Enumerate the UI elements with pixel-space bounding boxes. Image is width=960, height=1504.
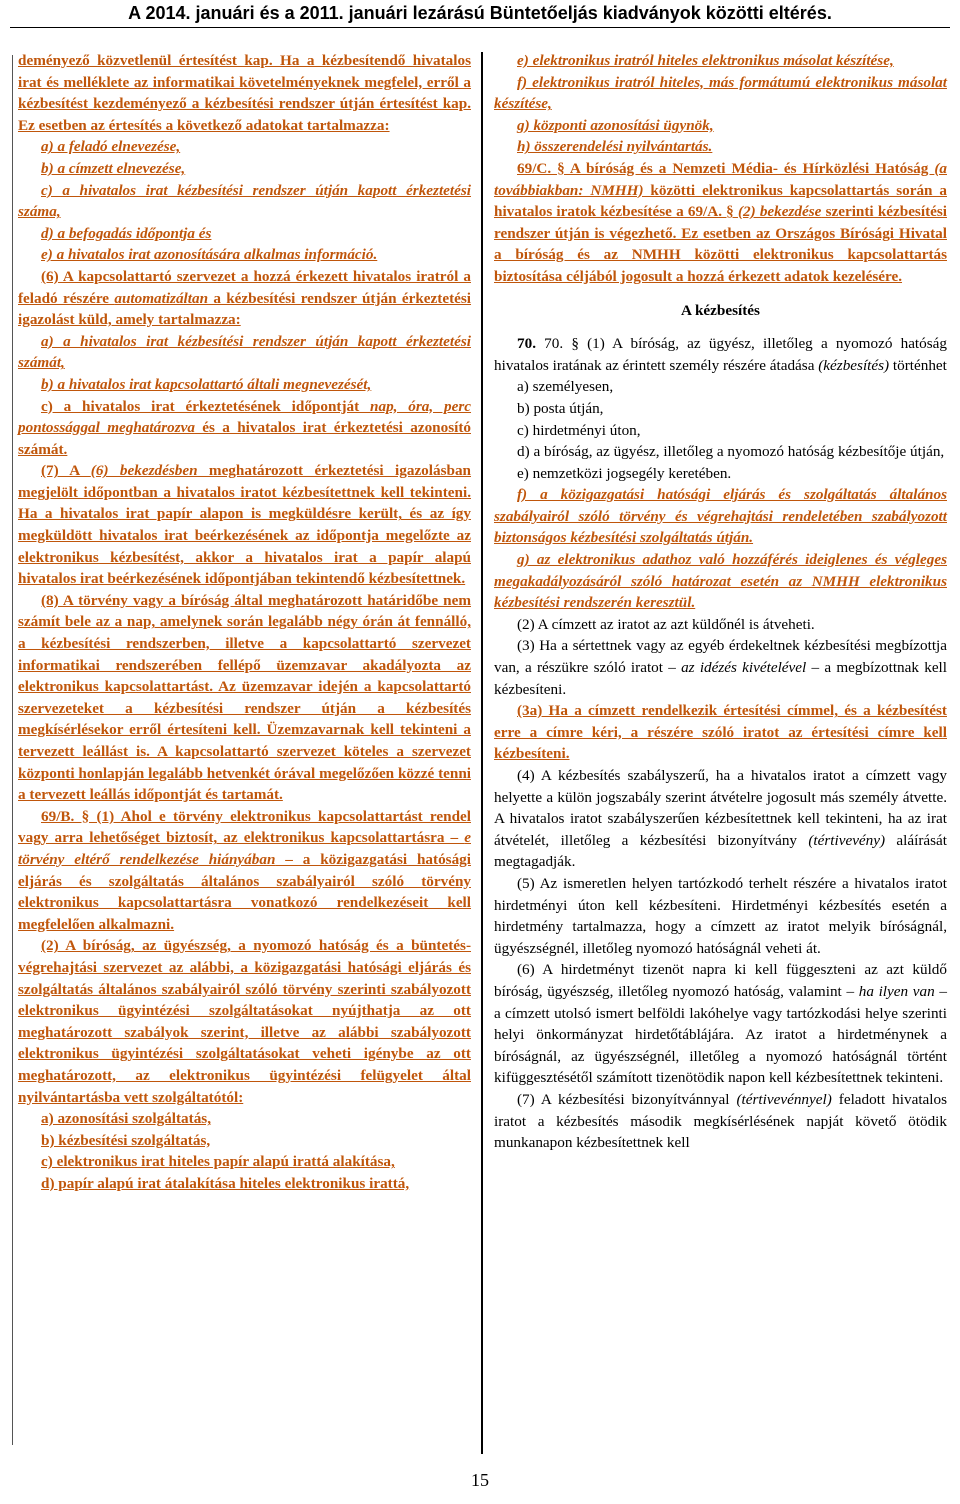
paragraph: deményező közvetlenül értesítést kap. Ha a kézbesítendő hivatalos irat és melléklete az informatikai követelményeknek megfelel, erről a kézbesítést kezdeményező a kézbesítési rendszer útján értesítést kap. Ez esetben az értesítés a következő adatokat tartalmazza:: [18, 52, 471, 134]
list-item: a) a feladó elnevezése,: [41, 138, 181, 156]
list-item: a) a hivatalos irat kézbesítési rendszer útján kapott érkeztetési számát,: [18, 332, 471, 372]
list-item: g) az elektronikus adathoz való hozzáférés ideiglenes és végleges megakadályozásáról szóló határozat esetén az NMHH elektronikus kézbesítési rendszerén keresztül.: [494, 551, 947, 612]
header-divider: [10, 27, 950, 28]
left-margin-rule: [12, 55, 13, 1445]
list-item: c) hirdetményi úton,: [517, 421, 641, 439]
left-column: [18, 50, 471, 1194]
list-item: b) a címzett elnevezése,: [41, 159, 186, 177]
list-item: e) a hivatalos irat azonosítására alkalmas információ.: [41, 246, 378, 264]
right-column: [494, 50, 947, 1154]
paragraph: (3a) Ha a címzett rendelkezik értesítési címmel, és a kézbesítést erre a címre kéri, a részére szóló iratot az értesítési címre kell kézbesíteni.: [494, 702, 947, 763]
page-header: A 2014. januári és a 2011. januári lezárású Büntetőeljás kiadványok közötti eltérés.: [128, 3, 832, 23]
paragraph: (2) A bíróság, az ügyészség, a nyomozó hatóság és a büntetés-végrehajtási szervezet az alábbi, a közigazgatási hatósági eljárás és szolgáltatás általános szabályairól szóló törvény szerinti szabályozott elektronikus ügyintézési szolgáltatásokat nyújthatja az ott meghatározott szabályok szerint, illetve az alábbi szabályozott elektronikus ügyintézési szolgáltatásokat veheti igénybe az ott meghatározott, az elektronikus ügyintézési felügyelet által nyilvántartásba vett szolgáltatótól:: [18, 937, 471, 1106]
list-item: b) a hivatalos irat kapcsolattartó általi megnevezését,: [41, 375, 372, 393]
paragraph: (3) Ha a sértettnek vagy az egyéb érdekeltnek kézbesítési megbízottja van, a részükre szóló iratot – az idézés kivételével – a megbízottnak kell kézbesíteni.: [494, 637, 947, 698]
list-item: b) kézbesítési szolgáltatás,: [41, 1131, 211, 1149]
list-item: c) a hivatalos irat kézbesítési rendszer útján kapott érkeztetési száma,: [18, 181, 471, 221]
list-item: d) a befogadás időpontja és: [41, 224, 212, 242]
paragraph: (2) A címzett az iratot az azt küldőnél is átveheti.: [517, 615, 815, 633]
paragraph: (8) A törvény vagy a bíróság által meghatározott határidőbe nem számít bele az a nap, amelynek során legalább négy órán át fennálló, a kézbesítési rendszerben, illetve a kapcsolattartó szervezet informatikai rendszerében fellépő üzemzavar akadályozta az elektronikus kapcsolattartást. Az üzemzavar idején a kapcsolattartó szervezeteket a kézbesítési rendszer útján a kézbesítés megkísérlésekor erről értesíteni kell. Üzemzavarnak kell tekinteni a tervezett leállást is. A kapcsolattartó szervezet köteles a szervezet központi honlapján legalább hetvenkét órával megelőzően közzé tenni a tervezett leállás időpontját és tartamát.: [18, 591, 471, 804]
paragraph: (5) Az ismeretlen helyen tartózkodó terhelt részére a hivatalos iratot hirdetményi úton kell kézbesíteni. Hirdetményi kézbesítés esetén a hirdetmény tartalmazza, hogy a címzett az iratot melyik bíróságnál, ügyészségnél, illetőleg nyomozó hatóságnál veheti át.: [494, 874, 947, 957]
list-item: h) összerendelési nyilvántartás.: [517, 138, 713, 156]
paragraph: (4) A kézbesítés szabályszerű, ha a hivatalos iratot a címzett vagy helyette a külön jogszabály szerint átvételre jogosult más személy átvette. A hivatalos iratot szabályszerűen kézbesítettnek kell tekinteni, ha az irat átvételét, illetőleg a kézbesítési bizonyítvány (tértivevény) aláírását megtagadják.: [494, 767, 948, 871]
paragraph: (6) A kapcsolattartó szervezet a hozzá érkezett hivatalos iratról a feladó részére automatizáltan a kézbesítési rendszer útján érkeztetési igazolást küld, amely tartalmazza:: [18, 267, 472, 329]
spacer: [494, 288, 947, 300]
paragraph: 69/C. § A bíróság és a Nemzeti Média- és Hírközlési Hatóság (a továbbiakban: NMHH) közötti elektronikus kapcsolattartás során a hivatalos iratok kézbesítése a 69/A. § (2) bekezdése szerinti kézbesítési rendszer útján is végezhető. Ez esetben az Országos Bírósági Hivatal a bíróság és az NMHH közötti elektronikus kapcsolattartás biztosítása céljából jogosult a hozzá érkezett adatok kezelésére.: [494, 159, 947, 285]
list-item: e) elektronikus iratról hiteles elektronikus másolat készítése,: [517, 52, 894, 69]
list-item: e) nemzetközi jogsegély keretében.: [517, 464, 732, 482]
list-item: f) a közigazgatási hatósági eljárás és szolgáltatás általános szabályairól szóló törvény és végrehajtási rendeletében szabályozott biztonságos kézbesítési szolgáltatás útján.: [494, 486, 947, 547]
list-item: d) a bíróság, az ügyész, illetőleg a nyomozó hatóság kézbesítője útján,: [517, 443, 945, 461]
column-divider: [481, 52, 483, 1454]
list-item: g) központi azonosítási ügynök,: [517, 116, 714, 134]
section-heading: A kézbesítés: [681, 301, 760, 319]
list-item: d) papír alapú irat átalakítása hiteles elektronikus irattá,: [41, 1174, 410, 1192]
list-item: f) elektronikus iratról hiteles, más formátumú elektronikus másolat készítése,: [494, 73, 947, 113]
paragraph: (7) A (6) bekezdésben meghatározott érkeztetési igazolásban megjelölt időpontban a hivatalos iratot kézbesítettnek kell tekinteni. Ha a hivatalos irat papír alapon is megküldésre került, és az így megküldött hivatalos irat beérkezésének az időpontja megelőzte az elektronikus kézbesítést, akkor a hivatalos irat a papír alapú hivatalos irat beérkezésének időpontjában tekintendő kézbesítettnek.: [18, 462, 471, 588]
list-item: c) a hivatalos irat érkeztetésének időpontját nap, óra, perc pontossággal meghatározva és a hivatalos irat érkeztetési azonosító számát.: [18, 397, 472, 458]
paragraph: 69/B. § (1) Ahol e törvény elektronikus kapcsolattartást rendel vagy arra lehetőséget biztosít, az elektronikus kapcsolattartásra – e törvény eltérő rendelkezése hiányában – a közigazgatási hatósági eljárás és szolgáltatás általános szabályairól szóló törvény elektronikus kapcsolattartásra vonatkozó rendelkezéseit kell megfelelően alkalmazni.: [18, 807, 471, 933]
paragraph: (6) A hirdetményt tizenöt napra ki kell függeszteni az azt küldő bíróság, ügyészség, illetőleg nyomozó hatóság, valamint – ha ilyen van – a címzett utolsó ismert belföldi lakóhelye vagy tartózkodási helye szerinti helyi önkormányzat hirdetőtáblájára. Az iratot a hirdetménynek a bíróságnál, az ügyészségnél, illetőleg a nyomozó hatóságnál történt kifüggesztésétől számított tizenötödik napon kell kézbesítettnek tekinteni.: [494, 961, 947, 1087]
spacer: [494, 321, 947, 333]
list-item: a) személyesen,: [517, 378, 614, 396]
list-item: c) elektronikus irat hiteles papír alapú irattá alakítása,: [41, 1153, 395, 1171]
paragraph: (7) A kézbesítési bizonyítvánnyal (tértivevénnyel) feladott hivatalos iratot a kézbesítés második megkísérlésének napját követő ötödik munkanapon kézbesítettnek kell: [494, 1090, 948, 1152]
page-number: 15: [471, 1470, 489, 1490]
list-item: a) azonosítási szolgáltatás,: [41, 1110, 212, 1128]
paragraph: 70. 70. § (1) A bíróság, az ügyész, illetőleg a nyomozó hatóság hivatalos iratának az érintett személy részére átadása (kézbesítés) történhet: [494, 335, 947, 374]
list-item: b) posta útján,: [517, 399, 604, 417]
